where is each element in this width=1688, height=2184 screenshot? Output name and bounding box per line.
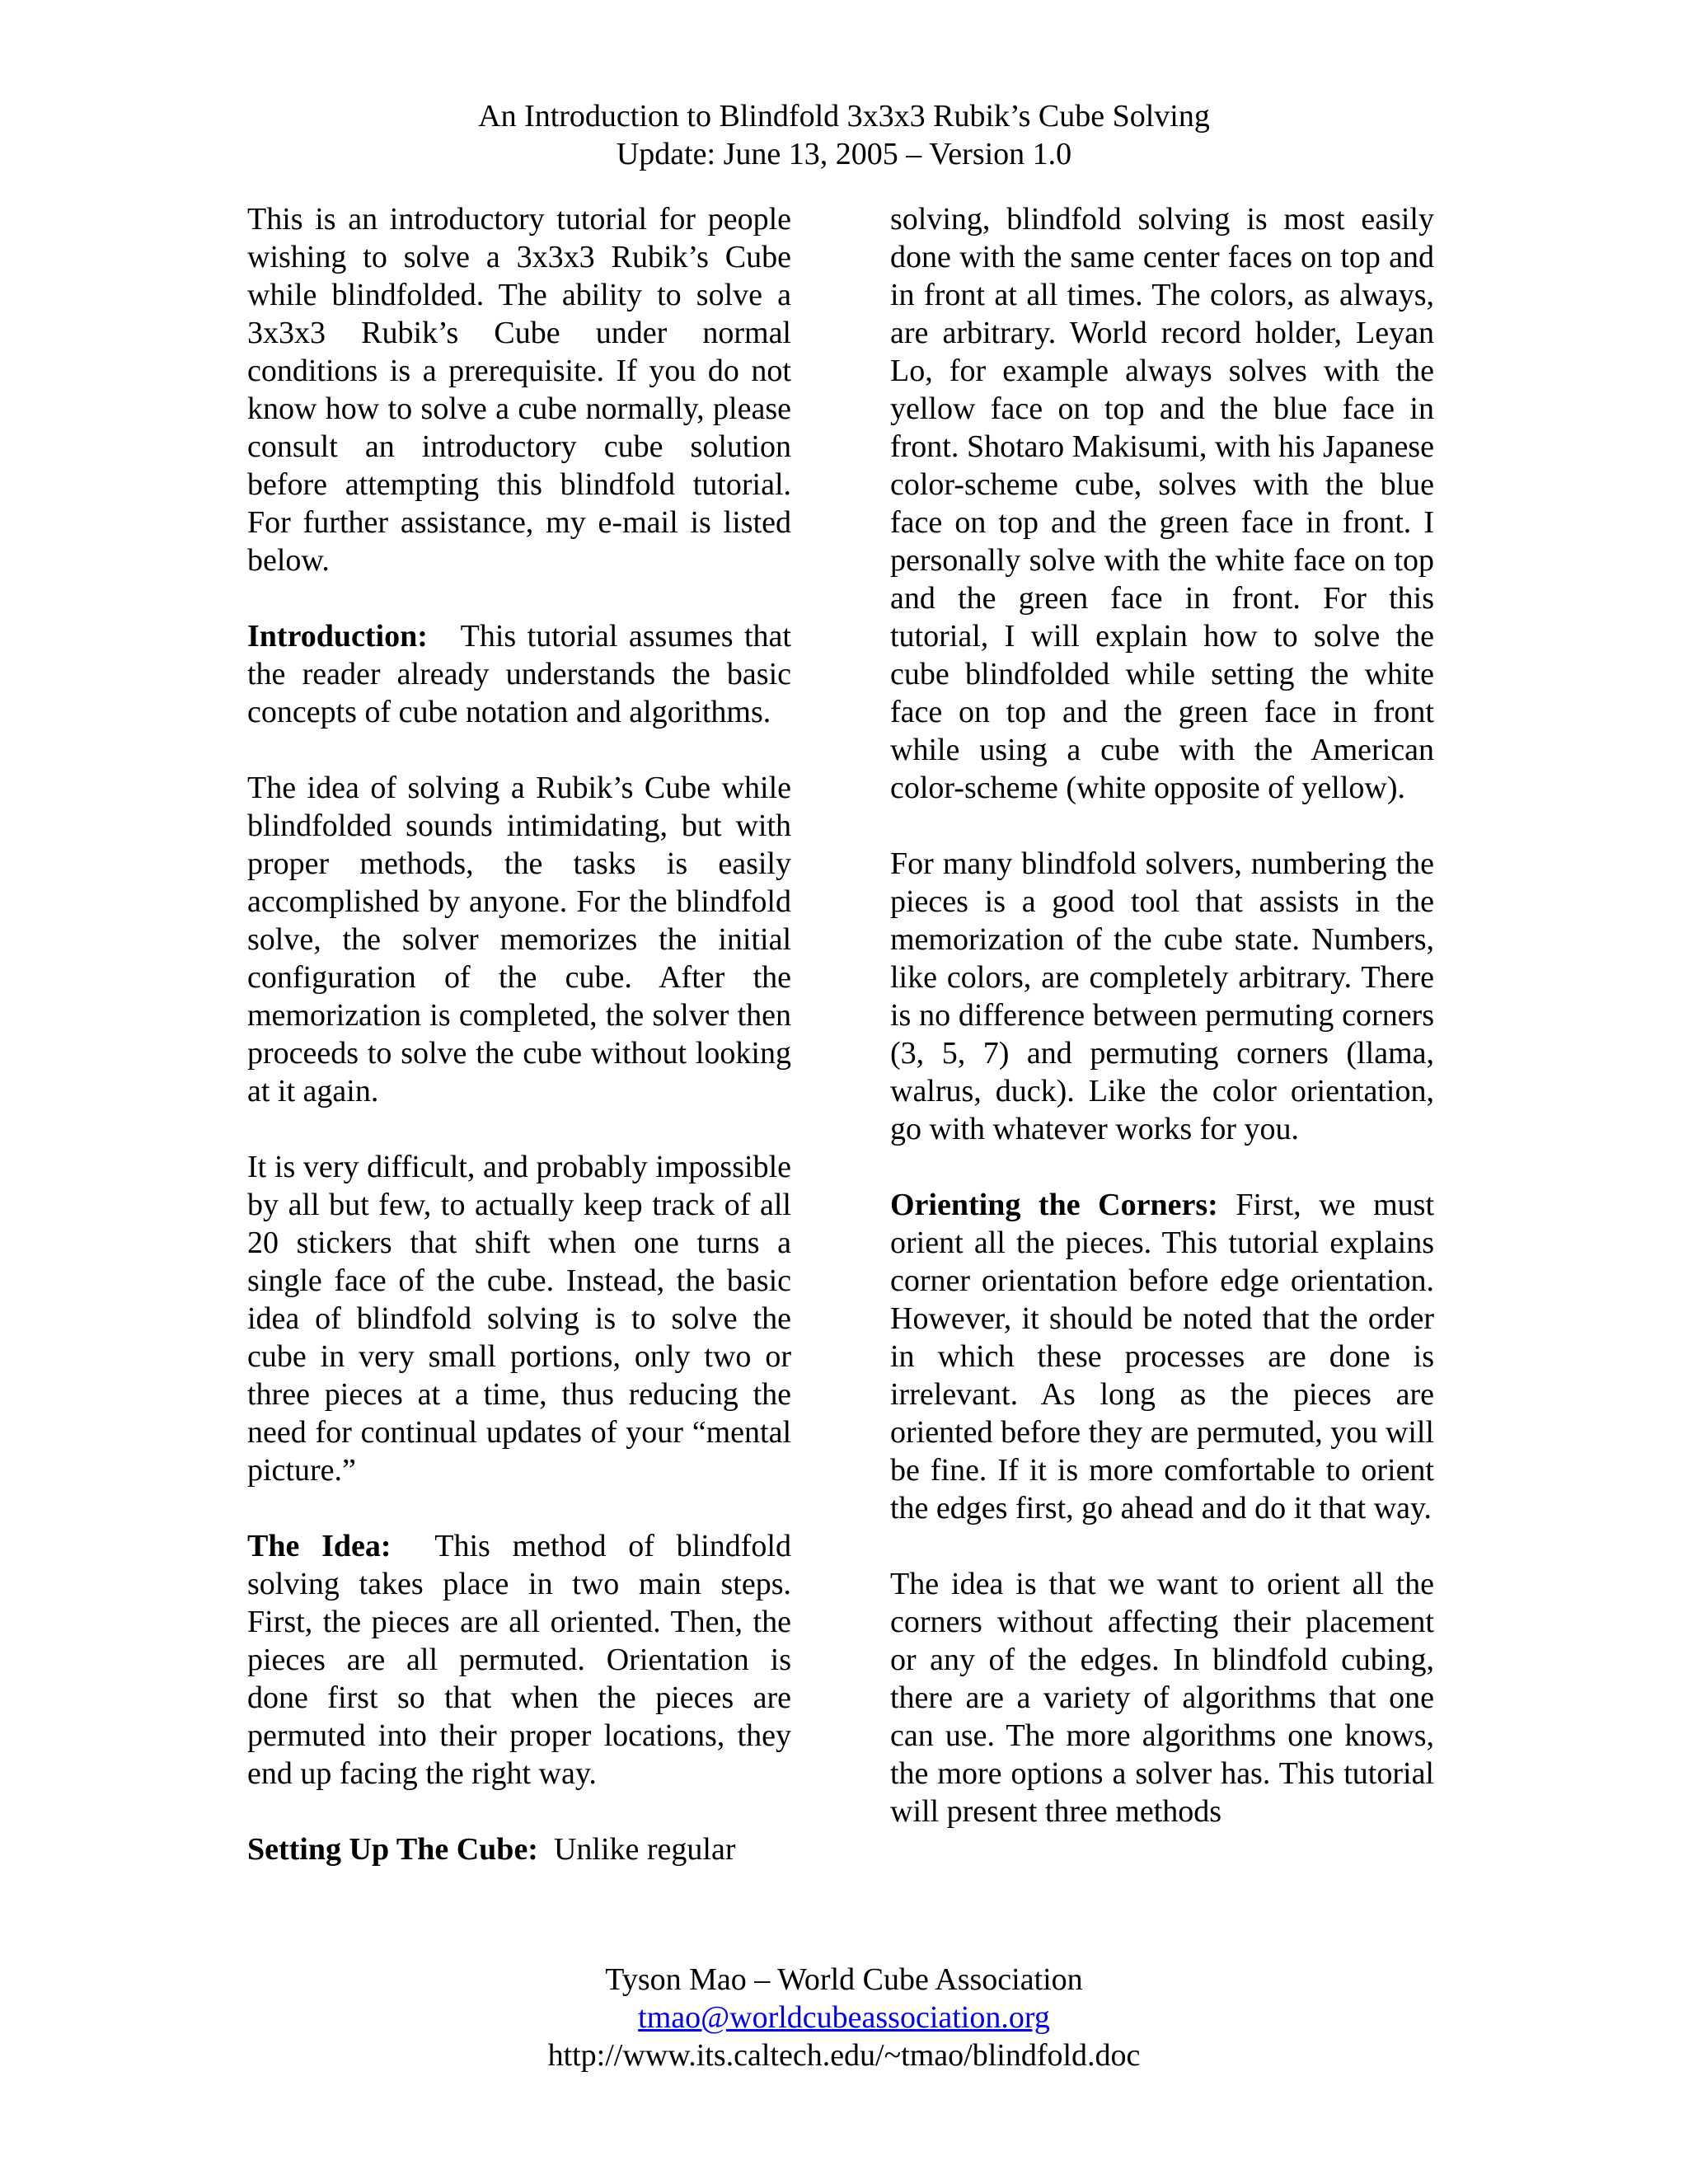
- section-heading: The Idea:: [247, 1529, 392, 1563]
- page-footer: [0, 1961, 1688, 2074]
- left-column: [247, 200, 791, 1868]
- body-paragraph: For many blindfold solvers, numbering the pieces is a good tool that assists in the memorization of the cube state. Numbers, like colors, are completely arbitrary. There is no difference between permuting corners (3, 5, 7) and permuting corners (llama, walrus, duck). Like the color orientation, go with whatever works for you.: [890, 846, 1434, 1146]
- section-body: This tutorial assumes that the reader already understands the basic concepts of cube notation and algorithms.: [247, 619, 791, 729]
- idea-section: [247, 1527, 791, 1793]
- section-body: This method of blindfold solving takes place in two main steps. First, the pieces are all oriented. Then, the pieces are all permuted. Orientation is done first so that when the pieces are permuted into their proper locations, they end up facing the right way.: [247, 1529, 791, 1791]
- intro-paragraph: This is an introductory tutorial for people wishing to solve a 3x3x3 Rubik’s Cube while blindfolded. The ability to solve a 3x3x3 Rubik’s Cube under normal conditions is a prerequisite. If you do not know how to solve a cube normally, please consult an introductory cube solution before attempting this blindfold tutorial. For further assistance, my e-mail is listed below.: [247, 202, 791, 578]
- document-version: Update: June 13, 2005 – Version 1.0: [616, 137, 1072, 171]
- section-body: Unlike regular: [553, 1832, 736, 1867]
- setup-section: [247, 1830, 791, 1868]
- orienting-corners-section: [890, 1186, 1434, 1527]
- right-column: [890, 200, 1434, 1830]
- body-paragraph: solving, blindfold solving is most easily done with the same center faces on top and in front at all times. The colors, as always, are arbitrary. World record holder, Leyan Lo, for example always solves with the yellow face on top and the blue face in front. Shotaro Makisumi, with his Japanese color-scheme cube, solves with the blue face on top and the green face in front. I personally solve with the white face on top and the green face in front. For this tutorial, I will explain how to solve the cube blindfolded while setting the white face on top and the green face in front while using a cube with the American color-scheme (white opposite of yellow).: [890, 202, 1434, 805]
- section-body: First, we must orient all the pieces. This tutorial explains corner orientation before edge orientation. However, it should be noted that the order in which these processes are done is irrelevant. As long as the pieces are oriented before they are permuted, you will be fine. If it is more comfortable to orient the edges first, go ahead and do it that way.: [890, 1188, 1435, 1526]
- introduction-section: [247, 617, 791, 731]
- body-paragraph: The idea is that we want to orient all the corners without affecting their placement or any of the edges. In blindfold cubing, there are a variety of algorithms that one can use. The more algorithms one knows, the more options a solver has. This tutorial will present three methods: [890, 1567, 1434, 1829]
- section-heading: Setting Up The Cube:: [247, 1832, 538, 1867]
- document-url: http://www.its.caltech.edu/~tmao/blindfold.doc: [547, 2038, 1141, 2073]
- section-heading: Introduction:: [247, 619, 428, 654]
- section-heading: Orienting the Corners:: [890, 1188, 1218, 1222]
- email-link[interactable]: tmao@worldcubeassociation.org: [638, 2000, 1050, 2035]
- body-paragraph: The idea of solving a Rubik’s Cube while blindfolded sounds intimidating, but with proper methods, the tasks is easily accomplished by anyone. For the blindfold solve, the solver memorizes the initial configuration of the cube. After the memorization is completed, the solver then proceeds to solve the cube without looking at it again.: [247, 771, 791, 1108]
- body-paragraph: It is very difficult, and probably impossible by all but few, to actually keep track of all 20 stickers that shift when one turns a single face of the cube. Instead, the basic idea of blindfold solving is to solve the cube in very small portions, only two or three pieces at a time, thus reducing the need for continual updates of your “mental picture.”: [247, 1150, 791, 1488]
- document-title: An Introduction to Blindfold 3x3x3 Rubik’s Cube Solving: [478, 99, 1210, 134]
- author-line: Tyson Mao – World Cube Association: [605, 1962, 1083, 1997]
- page-header: [0, 97, 1688, 173]
